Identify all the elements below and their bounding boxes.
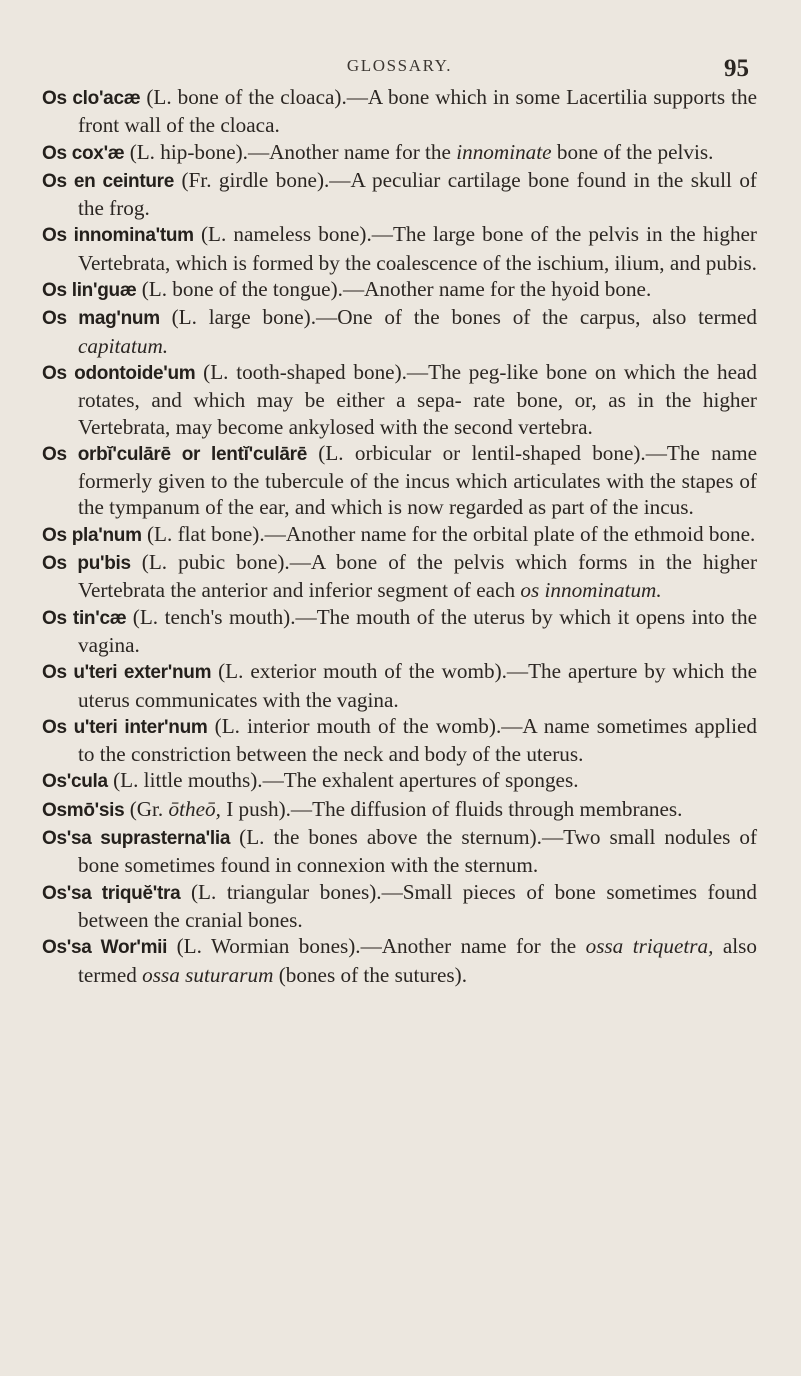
entry-definition-text: (L. tooth-shaped bone).—The peg-like bone on which the head rotates, and which may be either a sepa- rate bone, or, as in the higher Vertebrata, may become ankylosed with the second vertebra. xyxy=(78,359,757,439)
glossary-entries xyxy=(42,84,757,988)
entry-definition-text: bone of the pelvis. xyxy=(551,139,714,164)
entry-term: Os cox'æ xyxy=(42,142,125,164)
page-number: 95 xyxy=(724,55,749,82)
running-title: GLOSSARY. xyxy=(346,56,453,75)
entry-term: Os'sa Wor'mii xyxy=(42,937,168,959)
entry-term: Os tin'cæ xyxy=(42,607,127,629)
entry-definition-text: (L. the bones above the sternum).—Two small nodules of bone sometimes found in connexion with the sternum. xyxy=(78,825,758,878)
entry-term: Os innomina'tum xyxy=(42,225,194,247)
entry-definition-text: also termed xyxy=(78,934,758,987)
entry-definition-text: (L. orbicular or lentil-shaped bone).—The name formerly given to the tubercule of the incus which articulates with the stapes of the tympanum of the ear, and which is now regarded as part of the incus. xyxy=(78,440,758,520)
glossary-entry xyxy=(42,304,757,359)
entry-definition-text: (L. exterior mouth of the womb).—The aperture by which the uterus communicates with the vagina. xyxy=(78,659,757,712)
entry-term: Os pu'bis xyxy=(42,553,131,575)
entry-definition-text: (L. bone of the tongue).—Another name for the hyoid bone. xyxy=(136,277,652,302)
glossary-entry xyxy=(42,84,757,139)
entry-definition-text: (L. bone of the cloaca).—A bone which in some Lacertilia supports the front wall of the cloaca. xyxy=(78,85,757,138)
glossary-entry xyxy=(42,549,757,604)
glossary-entry xyxy=(42,933,757,988)
entry-term: Os lin'guæ xyxy=(42,280,137,302)
entry-term: Os odontoide'um xyxy=(42,362,196,384)
entry-italic-text: ossa triquetra, xyxy=(585,934,714,959)
entry-term: Os pla'num xyxy=(42,524,142,546)
glossary-entry xyxy=(42,139,757,167)
entry-definition-text: (L. tench's mouth).—The mouth of the uterus by which it opens into the vagina. xyxy=(78,604,757,657)
entry-definition-text: (L. pubic bone).—A bone of the pelvis which forms in the higher Vertebrata the anterior and inferior segment of each xyxy=(78,550,757,603)
entry-term: Os mag'num xyxy=(42,308,160,330)
entry-term: Os orbĭ'culārē or lentĭ'culārē xyxy=(42,443,308,465)
entry-term: Os u'teri inter'num xyxy=(42,716,208,738)
glossary-entry xyxy=(42,767,757,795)
glossary-entry xyxy=(42,521,757,549)
entry-italic-text: innominate xyxy=(456,139,552,164)
glossary-entry xyxy=(42,713,757,768)
entry-term: Os'sa suprasterna'lia xyxy=(42,828,231,850)
glossary-entry xyxy=(42,604,757,659)
glossary-entry xyxy=(42,440,757,521)
entry-italic-text: os innominatum. xyxy=(520,578,662,603)
entry-definition-text: (L. interior mouth of the womb).—A name sometimes applied to the constriction between the neck and body of the uterus. xyxy=(78,713,757,767)
entry-definition-text: (L. nameless bone).—The large bone of the pelvis in the higher Vertebrata, which is formed by the coalescence of the ischium, ilium, and pubis. xyxy=(78,222,757,275)
entry-definition-text: (L. flat bone).—Another name for the orbital plate of the ethmoid bone. xyxy=(141,521,756,546)
entry-definition-text: (L. hip-bone).—Another name for the xyxy=(124,139,457,164)
glossary-entry xyxy=(42,658,757,713)
entry-italic-text: capitatum. xyxy=(78,333,169,358)
entry-definition-text: (L. triangular bones).—Small pieces of bone sometimes found between the cranial bones. xyxy=(78,879,757,932)
glossary-entry xyxy=(42,221,757,276)
entry-definition-text: (L. large bone).—One of the bones of the carpus, also termed xyxy=(159,305,757,330)
entry-definition-text: (L. Wormian bones).—Another name for the xyxy=(167,934,586,959)
entry-term: Os clo'acæ xyxy=(42,88,141,109)
entry-definition-text: I push).—The diffusion of fluids through membranes. xyxy=(220,796,683,821)
entry-term: Os'cula xyxy=(42,771,108,793)
page-header xyxy=(42,0,757,84)
glossary-entry xyxy=(42,359,757,440)
glossary-entry xyxy=(42,276,757,304)
entry-italic-text: ossa suturarum xyxy=(142,962,274,987)
entry-italic-text: ōtheō, xyxy=(168,796,221,821)
entry-definition-text: (Fr. girdle bone).—A peculiar cartilage bone found in the skull of the frog. xyxy=(78,167,757,221)
glossary-entry xyxy=(42,796,757,824)
glossary-entry xyxy=(42,879,757,934)
glossary-entry xyxy=(42,167,757,222)
entry-term: Os u'teri exter'num xyxy=(42,662,212,684)
entry-definition-text: (L. little mouths).—The exhalent apertures of sponges. xyxy=(107,768,579,793)
entry-term: Osmō'sis xyxy=(42,799,125,821)
entry-definition-text: (bones of the sutures). xyxy=(273,962,467,987)
entry-definition-text: (Gr. xyxy=(124,796,169,821)
glossary-entry xyxy=(42,824,757,879)
entry-term: Os'sa triquĕ'tra xyxy=(42,882,181,904)
entry-term: Os en ceinture xyxy=(42,170,175,192)
